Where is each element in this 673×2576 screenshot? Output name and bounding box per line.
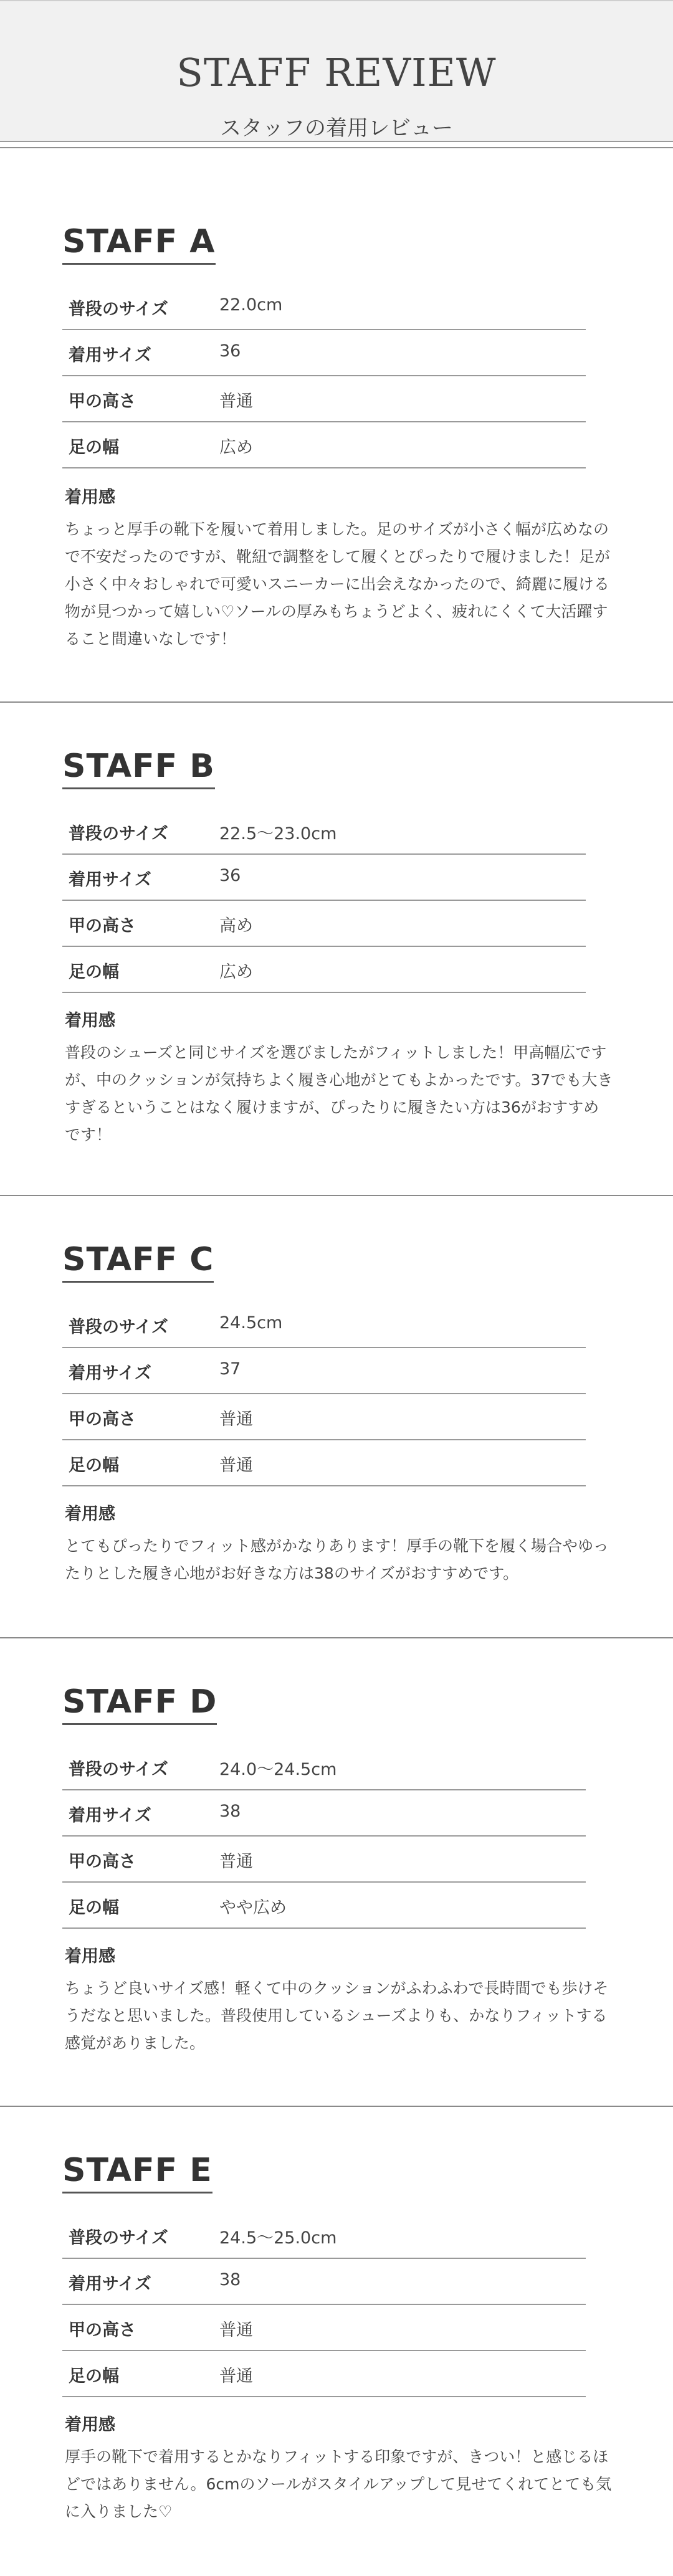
impression-text: 普段のシューズと同じサイズを選びましたがフィットしました！甲高幅広ですが、中のクッションが気持ちよく履き心地がとてもよかったです。37でも大きすぎるということはなく履けますが、ぴったりに履きたい方は36がおすすめです！ <box>65 1043 613 1144</box>
spec-value: 広め <box>219 438 253 457</box>
staff-card-c <box>0 1196 673 1638</box>
header-divider <box>0 142 673 148</box>
spec-value: 普通 <box>219 1410 253 1429</box>
impression-label: 着用感 <box>65 2415 115 2435</box>
impression-label: 着用感 <box>65 1947 115 1966</box>
spec-row-worn-size <box>62 330 586 376</box>
spec-label: 甲の高さ <box>69 916 136 936</box>
spec-row-width <box>62 1440 586 1486</box>
spec-label: 着用サイズ <box>69 346 151 365</box>
spec-value: 24.5cm <box>219 1313 283 1333</box>
page-header <box>0 0 673 142</box>
spec-row-worn-size <box>62 1790 586 1837</box>
impression-text: 厚手の靴下で着用するとかなりフィットする印象ですが、きつい！と感じるほどではありません。6cmのソールがスタイルアップして見せてくれてとても気に入りました♡ <box>65 2448 612 2521</box>
spec-row-worn-size <box>62 1348 586 1394</box>
staff-card-b <box>0 703 673 1196</box>
impression-text: ちょっと厚手の靴下を履いて着用しました。足のサイズが小さく幅が広めなので不安だったのですが、靴紐で調整をして履くとぴったりで履けました！足が小さく中々おしゃれで可愛いスニーカーに出会えなかったので、綺麗に履ける物が見つかって嬉しい♡ソールの厚みもちょうどよく、疲れにくくて大活躍すること間違いなしです！ <box>65 520 611 648</box>
spec-row-usual-size <box>62 1744 586 1790</box>
spec-row-instep <box>62 2305 586 2351</box>
spec-value: 38 <box>219 1802 241 1821</box>
spec-label: 足の幅 <box>69 1456 119 1475</box>
staff-card-a <box>0 148 673 703</box>
spec-row-instep <box>62 1394 586 1440</box>
spec-value: 22.5〜23.0cm <box>219 824 337 844</box>
spec-row-usual-size <box>62 284 586 330</box>
spec-value: 普通 <box>219 1852 253 1871</box>
spec-value: 普通 <box>219 2321 253 2340</box>
spec-value: 24.0〜24.5cm <box>219 1760 337 1779</box>
spec-label: 足の幅 <box>69 438 119 457</box>
staff-name: STAFF B <box>62 748 215 789</box>
spec-label: 普段のサイズ <box>69 1318 168 1337</box>
impression-text: とてもぴったりでフィット感がかなりあります！厚手の靴下を履く場合やゆったりとした履き心地がお好きな方は38のサイズがおすすめです。 <box>65 1537 609 1582</box>
spec-value: 38 <box>219 2270 241 2289</box>
spec-row-instep <box>62 901 586 947</box>
spec-row-usual-size <box>62 2213 586 2259</box>
staff-card-e <box>0 2107 673 2576</box>
staff-card-d <box>0 1638 673 2107</box>
spec-row-instep <box>62 1837 586 1883</box>
spec-row-usual-size <box>62 809 586 855</box>
spec-row-worn-size <box>62 2259 586 2305</box>
staff-name: STAFF C <box>62 1241 214 1283</box>
spec-label: 着用サイズ <box>69 1806 151 1825</box>
spec-value: 普通 <box>219 2367 253 2386</box>
spec-label: 足の幅 <box>69 962 119 982</box>
spec-row-width <box>62 422 586 468</box>
spec-row-worn-size <box>62 855 586 901</box>
spec-label: 着用サイズ <box>69 1364 151 1383</box>
spec-value: 広め <box>219 962 253 982</box>
spec-row-width <box>62 947 586 993</box>
impression-label: 着用感 <box>65 1504 115 1524</box>
spec-value: 24.5〜25.0cm <box>219 2228 337 2248</box>
spec-label: 着用サイズ <box>69 2274 151 2294</box>
staff-name: STAFF A <box>62 223 216 265</box>
spec-value: 高め <box>219 916 253 936</box>
spec-value: 37 <box>219 1359 241 1379</box>
spec-label: 着用サイズ <box>69 870 151 890</box>
spec-label: 普段のサイズ <box>69 2228 168 2248</box>
page-subtitle: スタッフの着用レビュー <box>220 116 453 141</box>
spec-value: 22.0cm <box>219 295 283 315</box>
staff-name: STAFF E <box>62 2152 212 2193</box>
spec-label: 足の幅 <box>69 1898 119 1918</box>
spec-value: 普通 <box>219 392 253 411</box>
spec-value: 普通 <box>219 1456 253 1475</box>
impression-label: 着用感 <box>65 488 115 507</box>
spec-value: 36 <box>219 866 241 885</box>
spec-value: 36 <box>219 341 241 361</box>
page-title: STAFF REVIEW <box>176 50 497 95</box>
spec-label: 普段のサイズ <box>69 824 168 844</box>
spec-label: 普段のサイズ <box>69 300 168 319</box>
spec-label: 甲の高さ <box>69 2321 136 2340</box>
spec-label: 足の幅 <box>69 2367 119 2386</box>
impression-label: 着用感 <box>65 1011 115 1030</box>
spec-label: 甲の高さ <box>69 1852 136 1871</box>
spec-row-width <box>62 1883 586 1929</box>
spec-label: 普段のサイズ <box>69 1760 168 1779</box>
spec-value: やや広め <box>219 1898 287 1918</box>
spec-row-instep <box>62 376 586 422</box>
spec-row-width <box>62 2351 586 2397</box>
spec-label: 甲の高さ <box>69 392 136 411</box>
spec-row-usual-size <box>62 1302 586 1348</box>
staff-name: STAFF D <box>62 1683 217 1725</box>
impression-text: ちょうど良いサイズ感！軽くて中のクッションがふわふわで長時間でも歩けそうだなと思いました。普段使用しているシューズよりも、かなりフィットする感覚がありました。 <box>65 1979 609 2052</box>
spec-label: 甲の高さ <box>69 1410 136 1429</box>
